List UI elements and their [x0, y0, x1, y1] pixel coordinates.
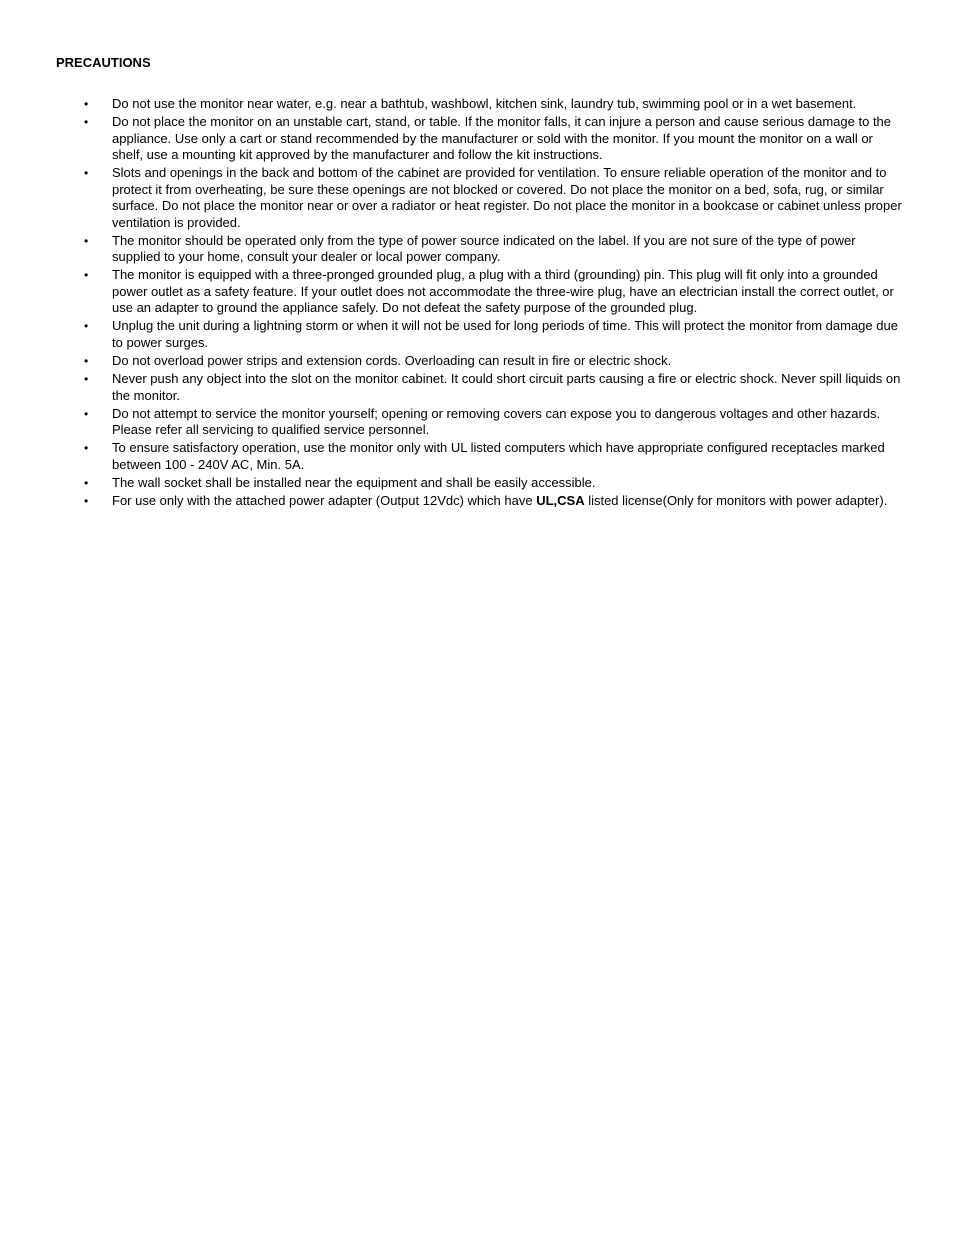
list-item-text: Do not use the monitor near water, e.g. near a bathtub, washbowl, kitchen sink, laundry tub, swimming pool or in a wet basement.: [112, 96, 857, 111]
list-item: [84, 165, 902, 231]
list-item: [84, 114, 902, 164]
list-item: [84, 371, 902, 404]
bullet-icon: •: [84, 166, 89, 181]
list-item: [84, 475, 902, 492]
list-item: [84, 440, 902, 473]
list-item: [84, 493, 902, 510]
bullet-icon: •: [84, 97, 89, 111]
list-item-text: The monitor is equipped with a three-pronged grounded plug, a plug with a third (grounding) pin. This plug will fit only into a grounded power outlet as a safety feature. If your outlet does not accommodate the three-wire plug, have an electrician install the correct outlet, or use an adapter to ground the appliance safely. Do not defeat the safety purpose of the grounded plug.: [112, 267, 894, 316]
bullet-icon: •: [84, 319, 89, 334]
bullet-icon: •: [84, 475, 89, 490]
list-item-text: Never push any object into the slot on the monitor cabinet. It could short circuit parts causing a fire or electric shock. Never spill liquids on the monitor.: [112, 371, 901, 403]
list-item-text: Slots and openings in the back and bottom of the cabinet are provided for ventilation. To ensure reliable operation of the monitor and to protect it from overheating, be sure these openings are not blocked or covered. Do not place the monitor on a bed, sofa, rug, or similar surface. Do not place the monitor near or over a radiator or heat register. Do not place the monitor in a bookcase or cabinet unless proper ventilation is provided.: [112, 165, 902, 230]
list-item-text: Do not place the monitor on an unstable cart, stand, or table. If the monitor falls, it can injure a person and cause serious damage to the appliance. Use only a cart or stand recommended by the manufacturer or sold with the monitor. If you mount the monitor on a wall or shelf, use a mounting kit approved by the manufacturer and follow the kit instructions.: [112, 114, 892, 163]
certification-marks: UL,CSA: [536, 493, 585, 509]
list-item-text-start: For use only with the attached power adapter (Output 12Vdc) which have: [112, 493, 537, 509]
bullet-icon: •: [84, 441, 89, 456]
bullet-icon: •: [84, 354, 89, 369]
bullet-icon: •: [84, 268, 89, 283]
bullet-icon: •: [84, 372, 89, 387]
list-item-text: The monitor should be operated only from the type of power source indicated on the label. If you are not sure of the type of power supplied to your home, consult your dealer or local power company.: [112, 232, 856, 265]
bullet-icon: •: [84, 406, 89, 421]
list-item: [84, 353, 902, 370]
list-item-text: The wall socket shall be installed near the equipment and shall be easily accessible.: [112, 474, 596, 490]
list-item-text: [112, 493, 887, 508]
section-heading: PRECAUTIONS: [56, 55, 151, 70]
bullet-icon: •: [84, 115, 89, 130]
list-item-text: To ensure satisfactory operation, use the monitor only with UL listed computers which have appropriate configured receptacles marked between 100 - 240V AC, Min. 5A.: [112, 440, 885, 472]
list-item: [84, 233, 902, 266]
list-item-text: Do not overload power strips and extension cords. Overloading can result in fire or electric shock.: [112, 353, 672, 369]
bullet-icon: •: [84, 233, 89, 248]
list-item: [84, 406, 902, 439]
list-item: [84, 318, 902, 351]
bullet-icon: •: [84, 494, 89, 509]
list-item-text: Do not attempt to service the monitor yourself; opening or removing covers can expose you to dangerous voltages and other hazards. Please refer all servicing to qualified service personnel.: [112, 405, 881, 438]
list-item: [84, 96, 902, 113]
list-item-text: Unplug the unit during a lightning storm or when it will not be used for long periods of time. This will protect the monitor from damage due to power surges.: [112, 318, 898, 350]
list-item-text-end: listed license(Only for monitors with power adapter).: [584, 493, 888, 509]
list-item: [84, 267, 902, 317]
precautions-list: [84, 96, 902, 511]
